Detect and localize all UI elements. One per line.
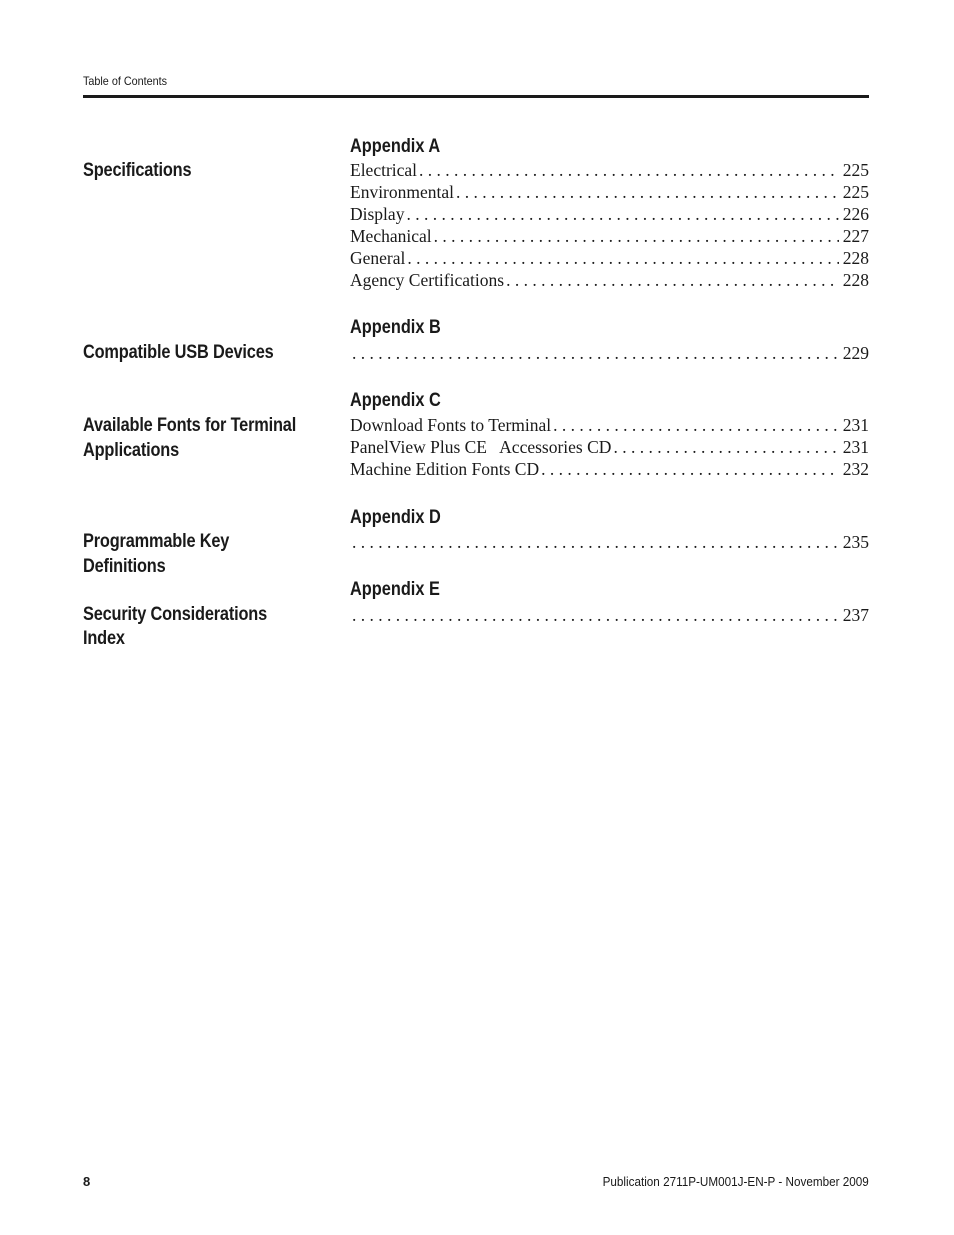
entry-page: 228	[842, 248, 869, 268]
toc-entry[interactable]	[350, 458, 869, 480]
entry-text: Mechanical	[350, 226, 432, 246]
entry-page: 235	[842, 532, 869, 552]
entry-page: 228	[842, 270, 869, 290]
running-header: Table of Contents	[83, 74, 168, 88]
dot-leader	[506, 269, 839, 291]
dot-leader	[613, 436, 838, 458]
appendix-label: Appendix D	[350, 507, 441, 528]
appendix-label: Appendix B	[350, 317, 441, 338]
dot-leader	[352, 531, 839, 553]
section-title: Security Considerations	[83, 604, 268, 625]
dot-leader	[352, 604, 839, 626]
appendix-label: Appendix E	[350, 579, 440, 600]
toc-entry[interactable]	[350, 203, 869, 225]
entry-page: 225	[842, 182, 869, 202]
header-rule	[83, 95, 869, 98]
entry-page: 231	[842, 415, 869, 435]
entry-text: Machine Edition Fonts CD	[350, 459, 540, 479]
toc-entry[interactable]	[350, 159, 869, 181]
entry-page: 225	[842, 160, 869, 180]
entry-text: General	[350, 248, 406, 268]
entry-page: 226	[842, 204, 869, 224]
toc-entry[interactable]	[350, 269, 869, 291]
section-title: Programmable Key Definitions	[83, 531, 230, 577]
dot-leader	[406, 203, 838, 225]
page-number: 8	[83, 1174, 91, 1189]
dot-leader	[553, 414, 839, 436]
dot-leader	[352, 342, 839, 364]
section-title: Available Fonts for Terminal Applications	[83, 415, 297, 461]
appendix-label: Appendix C	[350, 390, 441, 411]
toc-entry[interactable]	[350, 436, 869, 458]
entry-page: 231	[842, 437, 869, 457]
section-title: Compatible USB Devices	[83, 342, 274, 363]
dot-leader	[456, 181, 839, 203]
entry-page: 237	[842, 605, 869, 625]
entry-text: Electrical	[350, 160, 418, 180]
entry-page: 227	[842, 226, 869, 246]
toc-entry[interactable]	[350, 225, 869, 247]
entry-text: Agency Certifications	[350, 270, 505, 290]
toc-entry[interactable]	[350, 181, 869, 203]
section-title: Specifications	[83, 160, 192, 181]
toc-entry[interactable]	[350, 604, 869, 626]
entry-text: PanelView Plus CE Accessories CD	[350, 437, 612, 457]
index-title: Index	[83, 628, 125, 649]
entry-page: 229	[842, 343, 869, 363]
publication-id: Publication 2711P-UM001J-EN-P - November 2009	[602, 1174, 869, 1189]
toc-entry[interactable]	[350, 414, 869, 436]
entry-text: Download Fonts to Terminal	[350, 415, 552, 435]
appendix-label: Appendix A	[350, 136, 441, 157]
entry-text: Display	[350, 204, 405, 224]
toc-entry[interactable]	[350, 247, 869, 269]
toc-entry[interactable]	[350, 342, 869, 364]
entry-page: 232	[842, 459, 869, 479]
dot-leader	[407, 247, 838, 269]
entry-text: Environmental	[350, 182, 455, 202]
dot-leader	[434, 225, 839, 247]
dot-leader	[419, 159, 839, 181]
toc-entry[interactable]	[350, 531, 869, 553]
dot-leader	[541, 458, 839, 480]
